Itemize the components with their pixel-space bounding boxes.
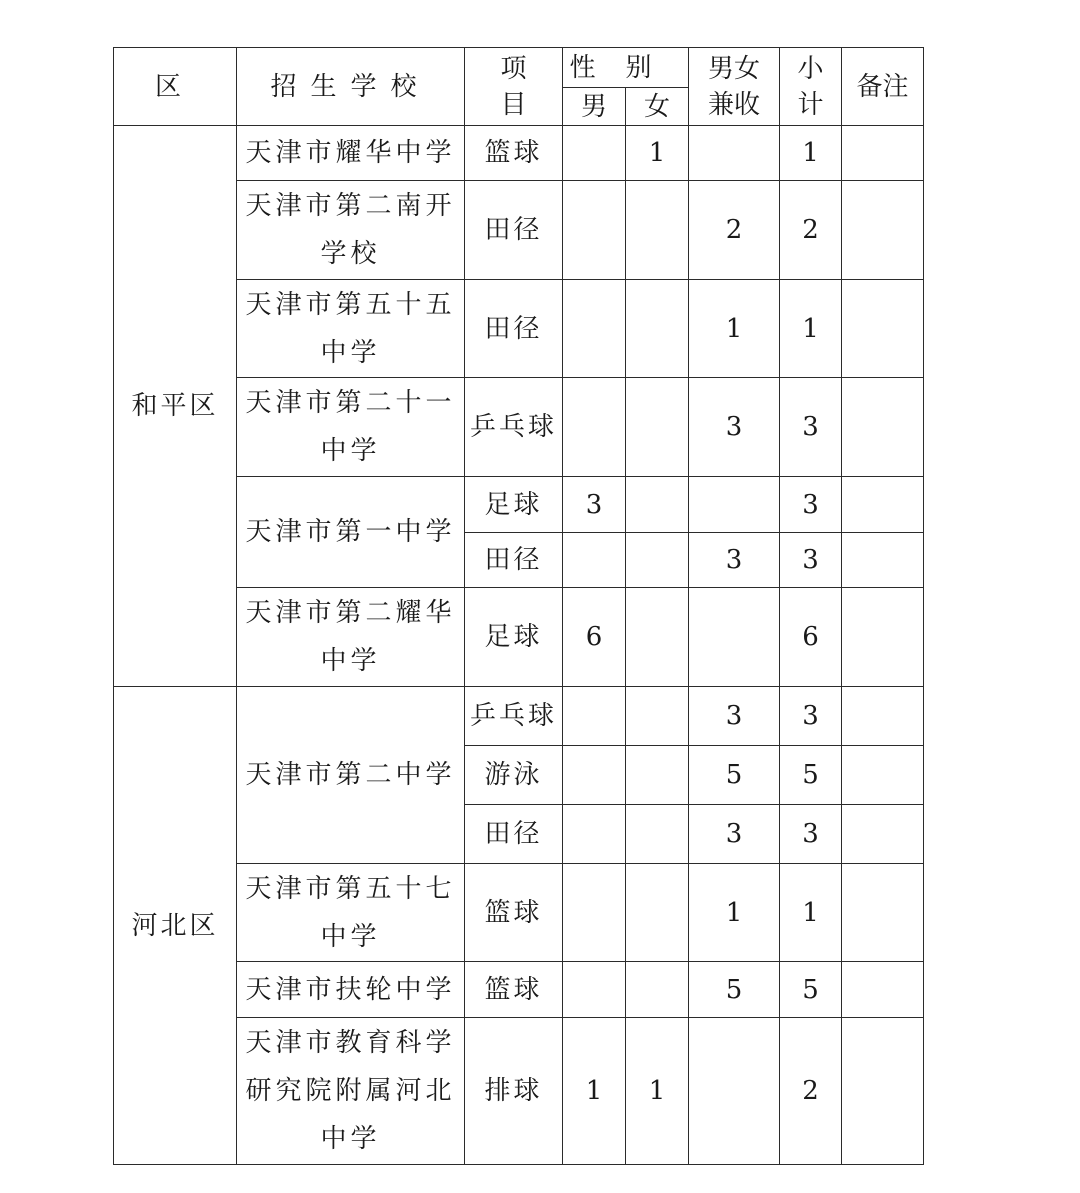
remarks-cell	[842, 746, 924, 805]
subtotal-cell: 1	[780, 280, 842, 378]
school-name-cell: 天津市扶轮中学	[237, 962, 465, 1018]
sport-cell: 足球	[465, 588, 563, 687]
remarks-cell	[842, 126, 924, 181]
subtotal-cell: 5	[780, 962, 842, 1018]
female-count-cell	[626, 588, 689, 687]
female-count-cell	[626, 864, 689, 962]
sport-cell: 排球	[465, 1018, 563, 1165]
male-count-cell	[563, 533, 626, 588]
coed-count-cell	[689, 126, 780, 181]
school-name-cell: 天津市第二耀华中学	[237, 588, 465, 687]
header-sport-line1: 项	[500, 53, 527, 84]
header-female: 女	[626, 88, 689, 126]
female-count-cell	[626, 746, 689, 805]
header-male: 男	[563, 88, 626, 126]
header-sport-line2: 目	[500, 89, 527, 120]
coed-count-cell: 5	[689, 962, 780, 1018]
sport-cell: 篮球	[465, 962, 563, 1018]
female-count-cell	[626, 477, 689, 533]
header-coed	[689, 48, 780, 126]
sport-cell: 田径	[465, 533, 563, 588]
subtotal-cell: 3	[780, 378, 842, 477]
male-count-cell	[563, 280, 626, 378]
subtotal-cell: 3	[780, 533, 842, 588]
coed-count-cell	[689, 588, 780, 687]
male-count-cell	[563, 962, 626, 1018]
remarks-cell	[842, 687, 924, 746]
subtotal-cell: 2	[780, 1018, 842, 1165]
remarks-cell	[842, 280, 924, 378]
coed-count-cell	[689, 1018, 780, 1165]
male-count-cell	[563, 378, 626, 477]
subtotal-cell: 6	[780, 588, 842, 687]
table-row	[114, 687, 924, 746]
sport-cell: 篮球	[465, 126, 563, 181]
remarks-cell	[842, 588, 924, 687]
sport-cell: 游泳	[465, 746, 563, 805]
remarks-cell	[842, 864, 924, 962]
female-count-cell	[626, 962, 689, 1018]
school-name-cell: 天津市第一中学	[237, 477, 465, 588]
district-cell: 和平区	[114, 126, 237, 687]
male-count-cell: 1	[563, 1018, 626, 1165]
female-count-cell: 1	[626, 126, 689, 181]
subtotal-cell: 5	[780, 746, 842, 805]
sport-cell: 田径	[465, 280, 563, 378]
sport-cell: 乒乓球	[465, 687, 563, 746]
remarks-cell	[842, 378, 924, 477]
header-row-1	[114, 48, 924, 88]
female-count-cell: 1	[626, 1018, 689, 1165]
female-count-cell	[626, 687, 689, 746]
remarks-cell	[842, 477, 924, 533]
sport-cell: 篮球	[465, 864, 563, 962]
remarks-cell	[842, 181, 924, 280]
coed-count-cell: 3	[689, 533, 780, 588]
coed-count-cell: 1	[689, 864, 780, 962]
header-subtotal-line2: 计	[797, 89, 824, 120]
header-sport	[465, 48, 563, 126]
table-body	[114, 126, 924, 1165]
subtotal-cell: 1	[780, 864, 842, 962]
male-count-cell: 6	[563, 588, 626, 687]
male-count-cell	[563, 864, 626, 962]
remarks-cell	[842, 962, 924, 1018]
subtotal-cell: 3	[780, 805, 842, 864]
male-count-cell	[563, 805, 626, 864]
female-count-cell	[626, 280, 689, 378]
female-count-cell	[626, 533, 689, 588]
school-name-cell: 天津市第二十一中学	[237, 378, 465, 477]
coed-count-cell	[689, 477, 780, 533]
subtotal-cell: 3	[780, 477, 842, 533]
enrollment-quota-table	[113, 47, 924, 1165]
school-name-cell: 天津市耀华中学	[237, 126, 465, 181]
header-coed-line1: 男女	[708, 53, 761, 84]
male-count-cell	[563, 687, 626, 746]
header-district: 区	[114, 48, 237, 126]
school-name-cell: 天津市第二南开学校	[237, 181, 465, 280]
sport-cell: 田径	[465, 805, 563, 864]
subtotal-cell: 2	[780, 181, 842, 280]
male-count-cell: 3	[563, 477, 626, 533]
sport-cell: 足球	[465, 477, 563, 533]
remarks-cell	[842, 533, 924, 588]
remarks-cell	[842, 805, 924, 864]
sport-cell: 乒乓球	[465, 378, 563, 477]
male-count-cell	[563, 746, 626, 805]
header-subtotal-line1: 小	[797, 53, 824, 84]
coed-count-cell: 1	[689, 280, 780, 378]
coed-count-cell: 3	[689, 687, 780, 746]
header-school: 招生学校	[237, 48, 465, 126]
school-name-cell: 天津市第五十七中学	[237, 864, 465, 962]
header-coed-line2: 兼收	[708, 89, 761, 120]
sport-cell: 田径	[465, 181, 563, 280]
coed-count-cell: 3	[689, 805, 780, 864]
male-count-cell	[563, 181, 626, 280]
school-name-cell: 天津市教育科学研究院附属河北中学	[237, 1018, 465, 1165]
female-count-cell	[626, 378, 689, 477]
school-name-cell: 天津市第二中学	[237, 687, 465, 864]
header-remarks: 备注	[842, 48, 924, 126]
district-cell: 河北区	[114, 687, 237, 1165]
subtotal-cell: 1	[780, 126, 842, 181]
coed-count-cell: 2	[689, 181, 780, 280]
female-count-cell	[626, 181, 689, 280]
remarks-cell	[842, 1018, 924, 1165]
table-row	[114, 126, 924, 181]
school-name-cell: 天津市第五十五中学	[237, 280, 465, 378]
subtotal-cell: 3	[780, 687, 842, 746]
header-gender: 性别	[563, 48, 689, 88]
female-count-cell	[626, 805, 689, 864]
coed-count-cell: 5	[689, 746, 780, 805]
coed-count-cell: 3	[689, 378, 780, 477]
male-count-cell	[563, 126, 626, 181]
header-subtotal	[780, 48, 842, 126]
